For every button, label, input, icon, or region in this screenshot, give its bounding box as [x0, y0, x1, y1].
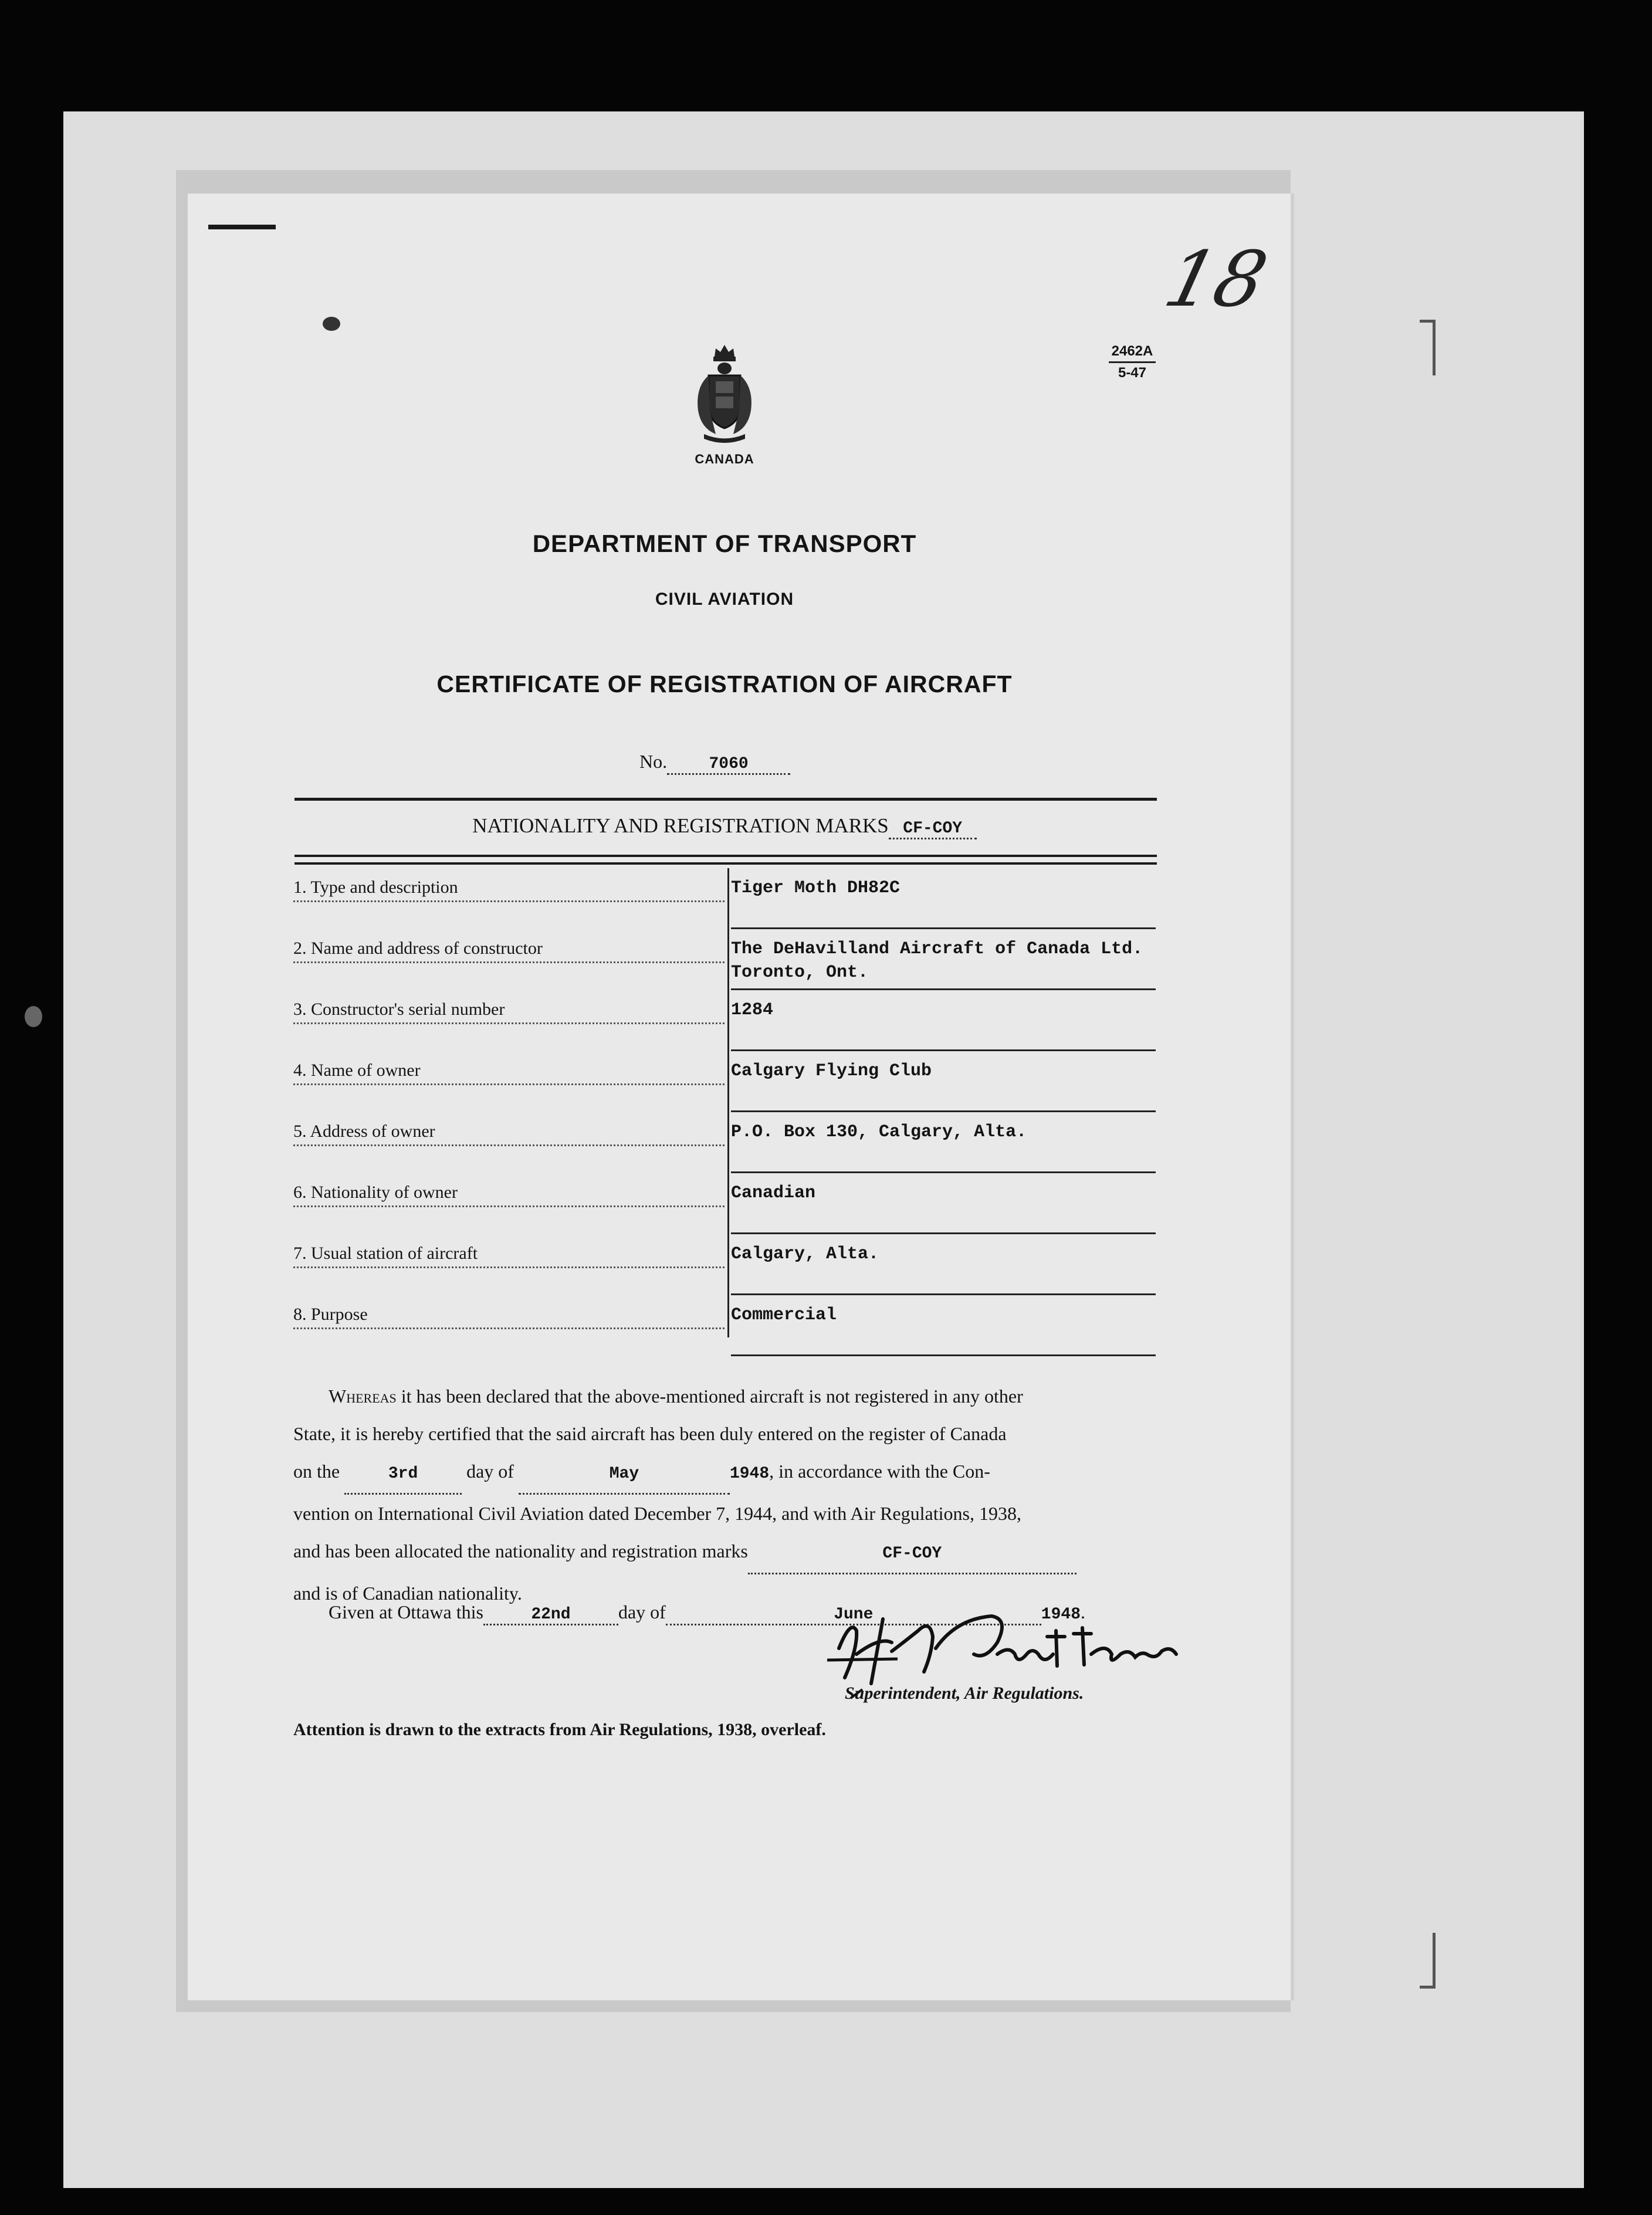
department-heading: DEPARTMENT OF TRANSPORT	[532, 530, 917, 557]
crest-label: CANADA	[695, 452, 754, 466]
particular-value: Calgary Flying Club	[731, 1061, 932, 1081]
certificate-number-label: No.	[639, 751, 668, 772]
statement-line: vention on International Civil Aviation dated December 7, 1944, and with Air Regulations, 1938,	[293, 1503, 1021, 1524]
particular-label: 6. Nationality of owner	[293, 1183, 725, 1203]
registration-marks-row	[293, 814, 1156, 839]
particular-label: 3. Constructor's serial number	[293, 1000, 725, 1020]
particular-value: Commercial	[731, 1305, 837, 1325]
particular-label: 1. Type and description	[293, 878, 725, 897]
statement-line: and is of Canadian nationality.	[293, 1583, 522, 1604]
statement-line: State, it is hereby certified that the said aircraft has been duly entered on the register of Canada	[293, 1423, 1007, 1444]
given-text: day of	[618, 1601, 666, 1623]
particular-value: Tiger Moth DH82C	[731, 878, 901, 898]
registration-marks-label: NATIONALITY AND REGISTRATION MARKS	[472, 814, 889, 837]
particular-label: 2. Name and address of constructor	[293, 939, 725, 959]
particular-label: 8. Purpose	[293, 1305, 725, 1325]
registration-marks-value: CF-COY	[889, 819, 977, 839]
statement-line: it has been declared that the above-mentioned aircraft is not registered in any other	[396, 1386, 1023, 1407]
particular-row-constructor	[293, 929, 1156, 990]
statement-text: and has been allocated the nationality and registration marks	[293, 1540, 748, 1562]
particular-row-owner	[293, 1051, 1156, 1112]
registration-year: 1948	[729, 1465, 770, 1483]
form-number-line2: 5-47	[1118, 365, 1147, 381]
crop-mark-bottom	[1420, 1933, 1436, 1989]
particular-row-owner-address	[293, 1112, 1156, 1173]
attention-note: Attention is drawn to the extracts from Air Regulations, 1938, overleaf.	[293, 1720, 826, 1739]
particular-row-serial	[293, 990, 1156, 1051]
particular-value: The DeHavilland Aircraft of Canada Ltd. Toronto, Ont.	[731, 939, 1143, 983]
certification-statement	[293, 1377, 1156, 1612]
particular-row-type	[293, 868, 1156, 929]
allocated-marks: CF-COY	[748, 1535, 1076, 1574]
particular-row-purpose	[293, 1295, 1156, 1356]
margin-speck	[25, 1006, 42, 1027]
rule-double-2	[294, 862, 1157, 865]
given-month: June	[666, 1606, 1041, 1625]
particular-label: 4. Name of owner	[293, 1061, 725, 1081]
particular-label: 5. Address of owner	[293, 1122, 725, 1142]
particular-value: 1284	[731, 1000, 774, 1020]
coat-of-arms-icon	[686, 340, 763, 446]
given-year: 1948	[1041, 1606, 1081, 1624]
margin-dash	[208, 225, 276, 229]
particular-row-station	[293, 1234, 1156, 1295]
registration-day: 3rd	[344, 1455, 462, 1495]
particular-label: 7. Usual station of aircraft	[293, 1244, 725, 1264]
statement-text: on the	[293, 1461, 340, 1482]
statement-lead: Whereas	[329, 1386, 397, 1407]
statement-text: day of	[466, 1461, 514, 1482]
particular-value: Calgary, Alta.	[731, 1244, 879, 1264]
given-text: Given at Ottawa this	[329, 1601, 483, 1623]
given-day: 22nd	[483, 1606, 618, 1625]
certificate-number	[639, 751, 790, 775]
hole-punch-mark	[323, 317, 340, 331]
given-text: .	[1081, 1601, 1086, 1623]
rule-top	[294, 798, 1157, 801]
particular-value: P.O. Box 130, Calgary, Alta.	[731, 1122, 1027, 1142]
row-rule	[731, 1354, 1156, 1356]
particulars-table	[293, 868, 1156, 1356]
signatory-title: Superintendent, Air Regulations.	[845, 1684, 1084, 1703]
statement-text: , in accordance with the Con-	[769, 1461, 990, 1482]
rule-double-1	[294, 855, 1157, 857]
form-number-line1: 2462A	[1109, 341, 1156, 363]
crop-mark-top	[1420, 320, 1436, 375]
registration-month: May	[519, 1455, 730, 1495]
particular-value: Canadian	[731, 1183, 816, 1203]
certificate-title: CERTIFICATE OF REGISTRATION OF AIRCRAFT	[436, 670, 1013, 697]
division-heading: CIVIL AVIATION	[655, 590, 794, 609]
form-number	[1109, 341, 1156, 383]
certificate-number-value: 7060	[667, 755, 790, 775]
handwritten-page-number: 18	[1156, 235, 1276, 324]
particular-row-nationality	[293, 1173, 1156, 1234]
